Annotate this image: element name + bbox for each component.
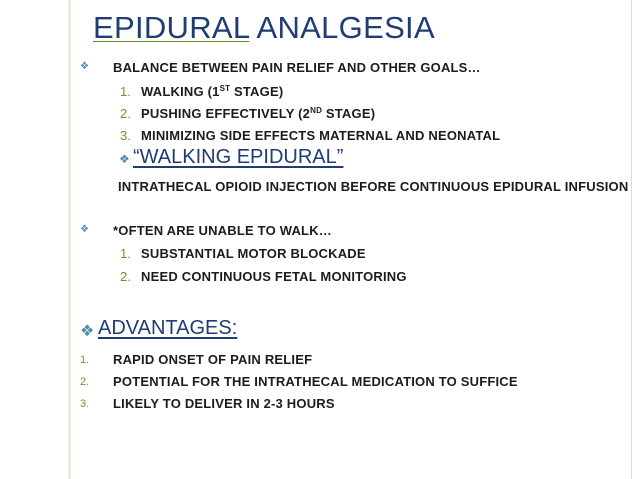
list-number: 1. [80, 354, 90, 366]
list-number: 2. [80, 376, 90, 388]
section1-heading: BALANCE BETWEEN PAIN RELIEF AND OTHER GOALS… [113, 60, 481, 75]
list-item-walking: WALKING (1ST STAGE) [141, 84, 284, 99]
diamond-bullet-icon: ❖ [80, 61, 89, 72]
walking-epidural-label: “WALKING EPIDURAL” [133, 146, 344, 168]
walking-epidural-description: INTRATHECAL OPIOID INJECTION BEFORE CONTINUOUS EPIDURAL INFUSION [118, 179, 629, 194]
title-part-1: EPIDURAL [93, 10, 250, 45]
diamond-bullet-icon: ❖ [119, 152, 130, 166]
section2-heading: *OFTEN ARE UNABLE TO WALK… [113, 223, 332, 238]
list-item-motor-blockade: SUBSTANTIAL MOTOR BLOCKADE [141, 246, 366, 261]
advantages-label: ADVANTAGES: [98, 317, 238, 339]
list-item-pushing: PUSHING EFFECTIVELY (2ND STAGE) [141, 106, 376, 121]
advantage-item-onset: RAPID ONSET OF PAIN RELIEF [113, 352, 313, 367]
list-number: 1. [120, 246, 131, 261]
list-item-fetal-monitoring: NEED CONTINUOUS FETAL MONITORING [141, 269, 407, 284]
advantage-item-delivery: LIKELY TO DELIVER IN 2-3 HOURS [113, 396, 335, 411]
list-number: 3. [120, 128, 131, 143]
list-number: 2. [120, 269, 131, 284]
list-number: 2. [120, 106, 131, 121]
slide-title [93, 10, 435, 46]
diamond-bullet-icon: ❖ [80, 224, 89, 235]
list-number: 3. [80, 398, 90, 410]
list-number: 1. [120, 84, 131, 99]
right-rule-decoration [631, 0, 632, 479]
diamond-bullet-icon: ❖ [80, 323, 95, 340]
list-item-side-effects: MINIMIZING SIDE EFFECTS MATERNAL AND NEONATAL [141, 128, 501, 143]
left-rule-decoration [68, 0, 71, 479]
advantage-item-intrathecal: POTENTIAL FOR THE INTRATHECAL MEDICATION TO SUFFICE [113, 374, 518, 389]
title-part-2: ANALGESIA [256, 10, 435, 45]
